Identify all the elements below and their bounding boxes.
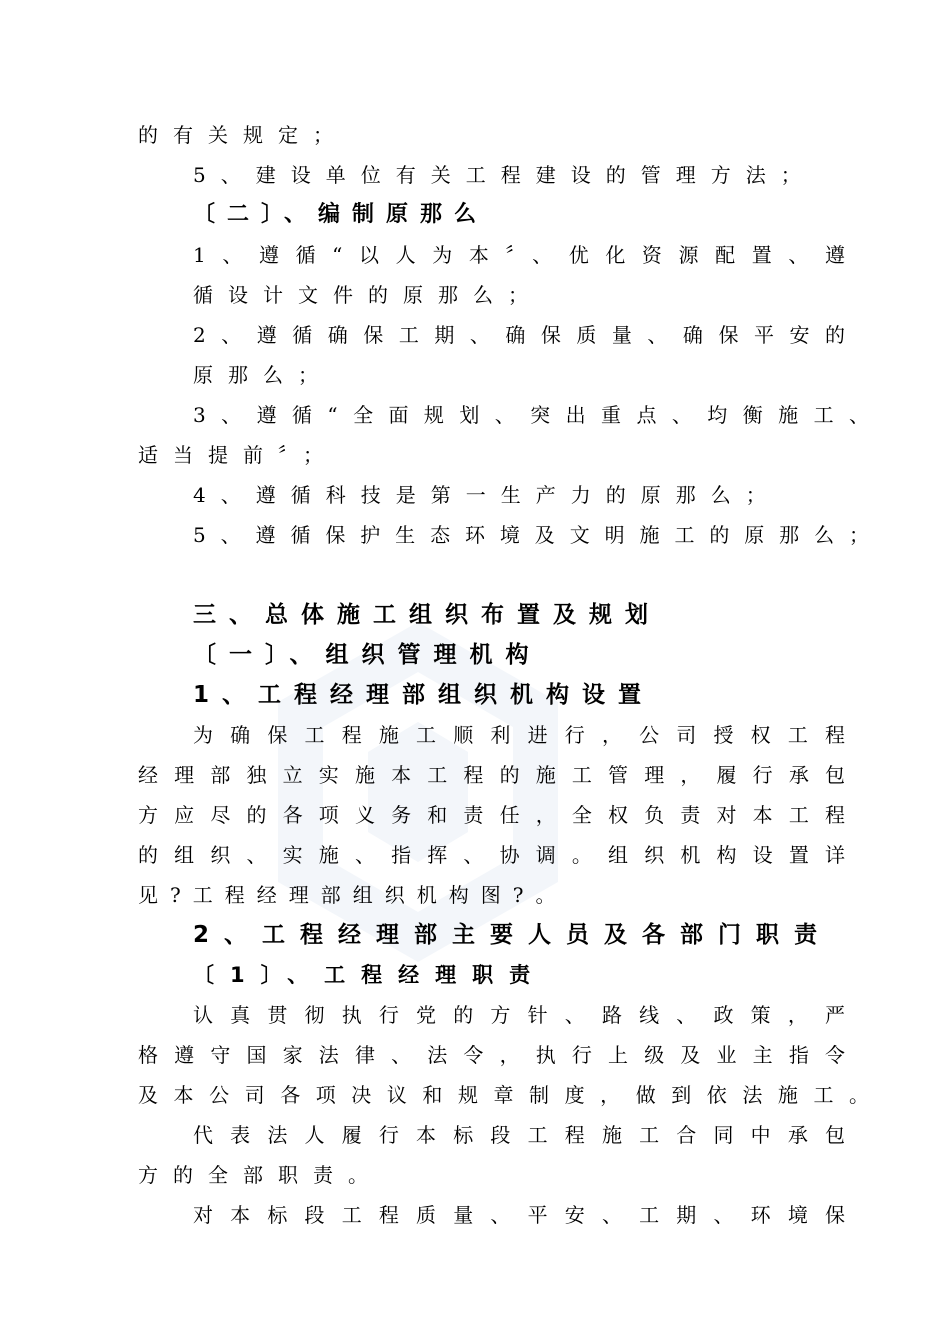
text-line: 5、遵循保护生态环境及文明施工的原那么； [193,523,869,547]
text-line: 1、遵循“以人为本〞、优化资源配置、遵 [193,243,845,267]
chapter-heading: 三、总体施工组织布置及规划 [193,602,661,628]
text-line: 5、建设单位有关工程建设的管理方法； [193,163,816,187]
text-line: 认真贯彻执行党的方针、路线、政策，严 [193,1003,845,1027]
text-line: 格遵守国家法律、法令，执行上级及业主指令 [138,1043,845,1067]
text-line: 及本公司各项决议和规章制度，做到依法施工。 [138,1083,869,1107]
text-line: 3、遵循“全面规划、突出重点、均衡施工、 [193,403,869,427]
text-line: 2、遵循确保工期、确保质量、确保平安的 [193,323,845,347]
subsection-heading: 1、工程经理部组织机构设置 [193,682,655,708]
text-line: 循设计文件的原那么； [193,283,543,307]
text-line: 方的全部职责。 [138,1163,383,1187]
section-heading: 〔一〕、组织管理机构 [193,642,542,668]
text-line: 见?工程经理部组织机构图?。 [138,883,568,907]
text-line: 原那么； [193,363,333,387]
section-heading: 〔二〕、编制原那么 [193,202,489,227]
text-line: 代表法人履行本标段工程施工合同中承包 [193,1123,845,1147]
text-line: 的有关规定； [138,123,348,147]
text-line: 的组织、实施、指挥、协调。组织机构设置详 [138,843,845,867]
text-line: 适当提前〞； [138,443,338,467]
text-line: 对本标段工程质量、平安、工期、环境保 [193,1203,845,1227]
subsection-heading: 2、工程经理部主要人员及各部门职责 [193,922,833,948]
text-line: 4、遵循科技是第一生产力的原那么； [193,483,781,507]
text-line: 为确保工程施工顺利进行，公司授权工程 [193,723,845,747]
text-line: 方应尽的各项义务和责任，全权负责对本工程 [138,803,845,827]
text-line: 经理部独立实施本工程的施工管理，履行承包 [138,763,845,787]
subsection-heading: 〔1〕、工程经理职责 [193,963,547,987]
